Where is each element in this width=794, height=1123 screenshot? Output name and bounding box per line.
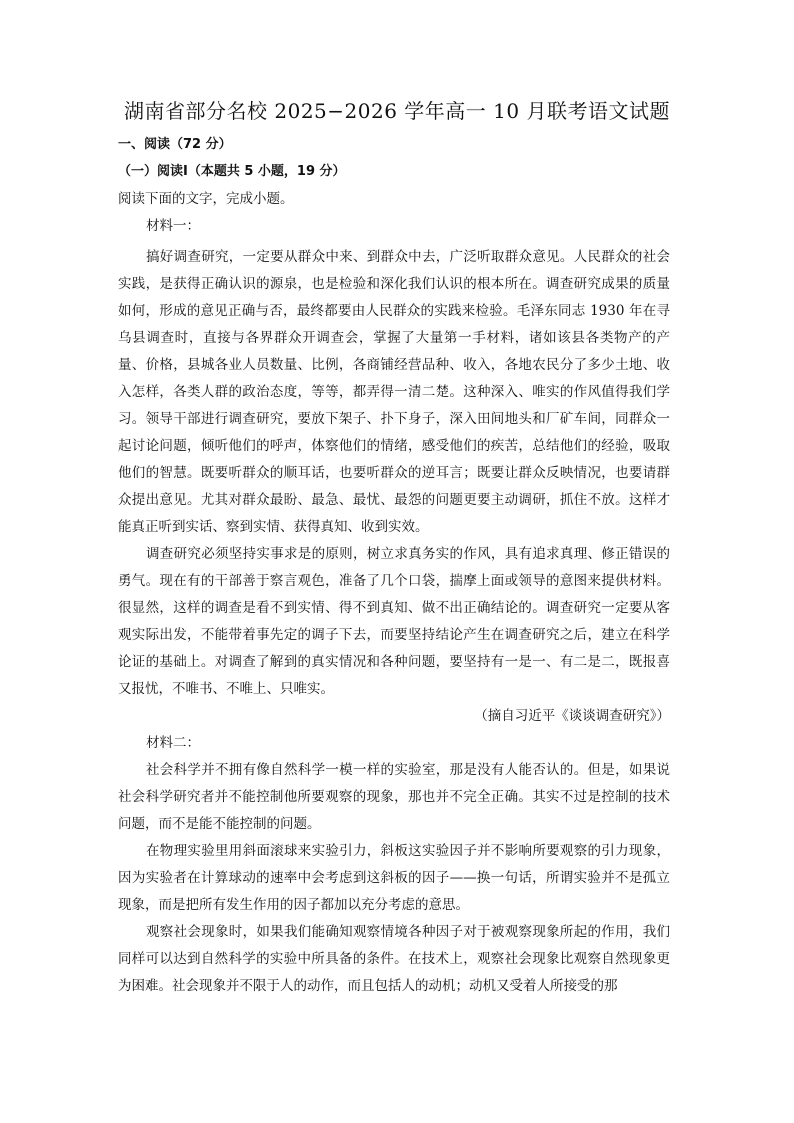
document-title: 湖南省部分名校 2025−2026 学年高一 10 月联考语文试题 xyxy=(124,99,670,123)
material-one-source: （摘自习近平《谈谈调查研究》） xyxy=(474,708,670,724)
section-heading: 一、阅读（72 分） xyxy=(118,137,232,152)
material-two-paragraph: 在物理实验里用斜面滚球来实验引力，斜板这实验因子并不影响所要观察的引力现象，因为实验者在计算球动的速率中会考虑到这斜板的因子——换一句话，所谓实验并不是孤立现象，而是把所有发生作用的因子都加以充分考虑的意思。 xyxy=(118,843,670,913)
document-body xyxy=(118,136,670,1000)
material-two-paragraph: 观察社会现象时，如果我们能确知观察情境各种因子对于被观察现象所起的作用，我们同样可以达到自然科学的实验中所具备的条件。在技术上，观察社会现象比观察自然现象更为困难。社会现象并不限于人的动作，而且包括人的动机；动机又受着人所接受的那 xyxy=(118,924,670,994)
material-one-paragraph: 调查研究必须坚持实事求是的原则，树立求真务实的作风，具有追求真理、修正错误的勇气。现在有的干部善于察言观色，准备了几个口袋，揣摩上面或领导的意图来提供材料。很显然，这样的调查是看不到实情、得不到真知、做不出正确结论的。调查研究一定要从客观实际出发，不能带着事先定的调子下去，而要坚持结论产生在调查研究之后，建立在科学论证的基础上。对调查了解到的真实情况和各种问题，要坚持有一是一、有二是二，既报喜又报忧，不唯书、不唯上、只唯实。 xyxy=(118,546,670,697)
material-two-label: 材料二： xyxy=(146,735,200,751)
material-two-paragraph: 社会科学并不拥有像自然科学一模一样的实验室，那是没有人能否认的。但是，如果说社会科学研究者并不能控制他所要观察的现象，那也并不完全正确。其实不过是控制的技术问题，而不是能不能控制的问题。 xyxy=(118,762,670,832)
material-one-paragraph: 搞好调查研究，一定要从群众中来、到群众中去，广泛听取群众意见。人民群众的社会实践，是获得正确认识的源泉，也是检验和深化我们认识的根本所在。调查研究成果的质量如何，形成的意见正确与否，最终都要由人民群众的实践来检验。毛泽东同志 1930 年在寻乌县调查时，直接与各界群众开调查会，掌握了大量第一手材料，诸如该县各类物产的产量、价格，县城各业人员数量、比例，各商铺经营品种、收入，各地农民分了多少土地、收入怎样，各类人群的政治态度，等等，都弄得一清二楚。这种深入、唯实的作风值得我们学习。领导干部进行调查研究，要放下架子、扑下身子，深入田间地头和厂矿车间，同群众一起讨论问题，倾听他们的呼声，体察他们的情绪，感受他们的疾苦，总结他们的经验，吸取他们的智慧。既要听群众的顺耳话，也要听群众的逆耳言；既要让群众反映情况，也要请群众提出意见。尤其对群众最盼、最急、最忧、最怨的问题更要主动调研，抓住不放。这样才能真正听到实话、察到实情、获得真知、收到实效。 xyxy=(118,249,670,535)
instruction-text: 阅读下面的文字，完成小题。 xyxy=(118,191,294,207)
material-one-label: 材料一： xyxy=(146,218,200,234)
subsection-heading: （一）阅读Ⅰ（本题共 5 小题，19 分） xyxy=(118,164,346,179)
